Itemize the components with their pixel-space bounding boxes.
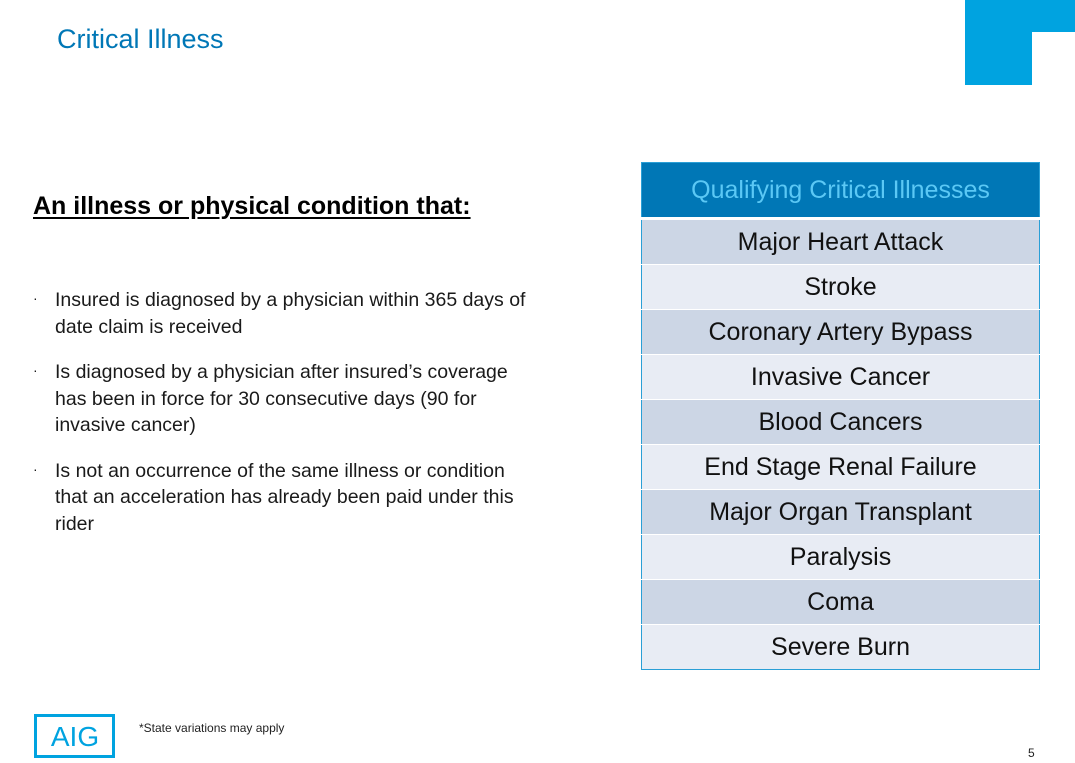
table-cell: Major Organ Transplant (642, 490, 1040, 535)
table-row (642, 625, 1040, 670)
table-row (642, 219, 1040, 265)
table-cell: End Stage Renal Failure (642, 445, 1040, 490)
corner-decoration (965, 0, 1075, 85)
bullet-item (33, 458, 533, 538)
table-row (642, 535, 1040, 580)
section-heading: An illness or physical condition that: (33, 192, 471, 220)
table-cell: Coronary Artery Bypass (642, 310, 1040, 355)
bullet-list (33, 287, 533, 556)
table-row (642, 490, 1040, 535)
footnote: *State variations may apply (139, 721, 285, 735)
aig-logo (34, 714, 115, 758)
aig-logo-icon (40, 720, 110, 752)
table-row (642, 310, 1040, 355)
bullet-item (33, 287, 533, 340)
critical-illness-table (641, 162, 1040, 670)
table-row (642, 580, 1040, 625)
table-row (642, 445, 1040, 490)
table-row (642, 400, 1040, 445)
bullet-text: Is diagnosed by a physician after insured’s coverage has been in force for 30 consecutive days (90 for invasive cancer) (55, 361, 508, 436)
bullet-text: Insured is diagnosed by a physician within 365 days of date claim is received (55, 289, 526, 338)
table-row (642, 265, 1040, 310)
table-header: Qualifying Critical Illnesses (642, 163, 1040, 219)
table-row (642, 355, 1040, 400)
table-cell: Coma (642, 580, 1040, 625)
svg-text:AIG: AIG (50, 721, 99, 752)
table-cell: Severe Burn (642, 625, 1040, 670)
bullet-dot: · (33, 290, 38, 306)
bullet-dot: · (33, 460, 38, 477)
bullet-item (33, 359, 533, 439)
slide-title: Critical Illness (57, 24, 224, 54)
bullet-dot: · (33, 362, 38, 378)
table-cell: Major Heart Attack (642, 219, 1040, 265)
table-cell: Invasive Cancer (642, 355, 1040, 400)
bullet-text: Is not an occurrence of the same illness or condition that an acceleration has already been paid under this rider (55, 459, 514, 535)
table-cell: Stroke (642, 265, 1040, 310)
page-number: 5 (1028, 746, 1035, 760)
table-cell: Blood Cancers (642, 400, 1040, 445)
table-cell: Paralysis (642, 535, 1040, 580)
